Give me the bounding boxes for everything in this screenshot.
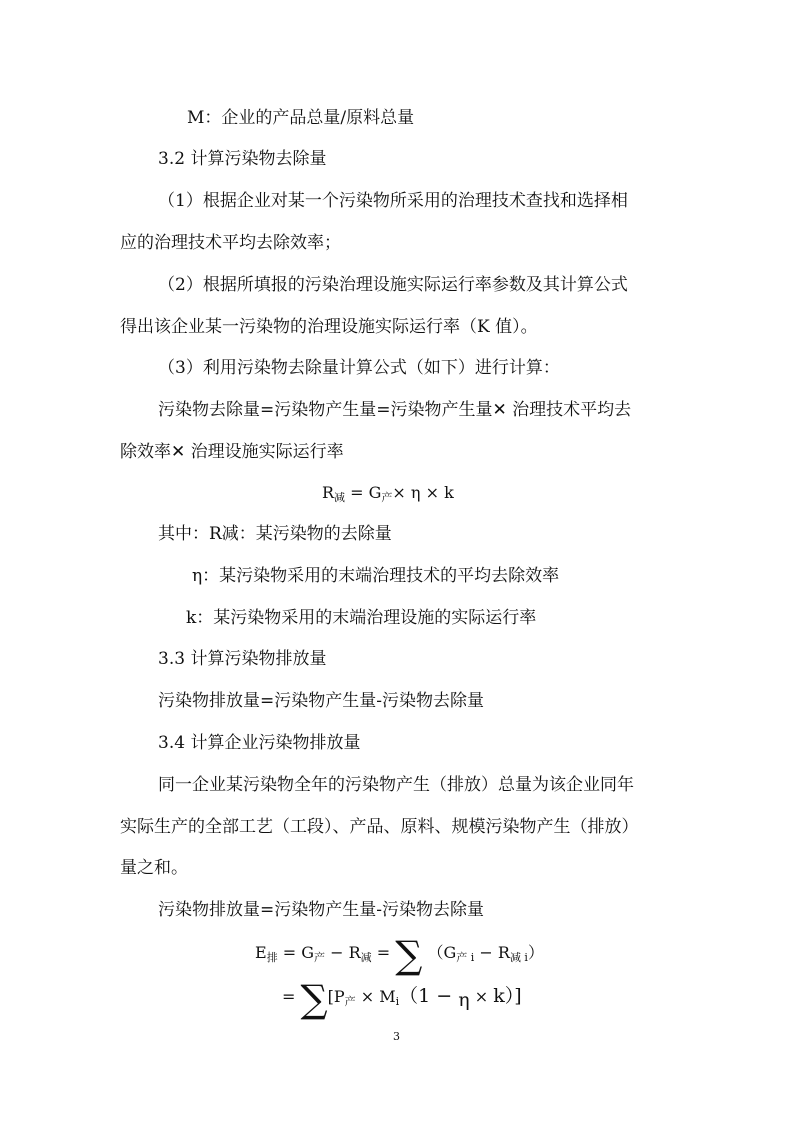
where-r-definition: 其中：R减：某污染物的去除量: [158, 524, 392, 544]
step-2-line-2: 得出该企业某一污染物的治理设施实际运行率（K 值）。: [120, 317, 538, 337]
m-definition: M：企业的产品总量/原料总量: [187, 108, 415, 128]
where-k-definition: k：某污染物采用的末端治理设施的实际运行率: [186, 608, 537, 628]
paragraph-line-3: 量之和。: [120, 858, 188, 878]
emission-formula-line-2: = $\sum[P_产 \times M_i(1 - \eta \times k)]$: [282, 977, 522, 1021]
emission-equation-1: 污染物排放量=污染物产生量-污染物去除量: [158, 691, 484, 711]
emission-formula-line-1: $E_排 = G_产 - R_减$ = ∑ $(G_{产 i} - R_{减 i})$: [255, 933, 544, 977]
step-1-line-2: 应的治理技术平均去除效率；: [120, 233, 341, 253]
step-2-line-1: （2）根据所填报的污染治理设施实际运行率参数及其计算公式: [158, 275, 628, 295]
removal-formula: $R_减 = G_产\times \eta \times k$: [322, 483, 454, 504]
summation-icon: ∑: [300, 977, 328, 1021]
section-heading-3-4: 3.4 计算企业污染物排放量: [158, 733, 361, 753]
step-1-line-1: （1）根据企业对某一个污染物所采用的治理技术查找和选择相: [158, 191, 628, 211]
summation-icon: ∑: [395, 933, 423, 977]
emission-equation-2: 污染物排放量=污染物产生量-污染物去除量: [158, 900, 484, 920]
removal-equation-text-2: 除效率✕ 治理设施实际运行率: [120, 442, 344, 462]
paragraph-line-2: 实际生产的全部工艺（工段）、产品、原料、规模污染物产生（排放）: [120, 817, 639, 837]
page-number: 3: [393, 1030, 400, 1043]
section-heading-3-2: 3.2 计算污染物去除量: [158, 149, 327, 169]
step-3: （3）利用污染物去除量计算公式（如下）进行计算：: [158, 358, 560, 378]
removal-equation-text-1: 污染物去除量=污染物产生量=污染物产生量✕ 治理技术平均去: [158, 400, 632, 420]
paragraph-line-1: 同一企业某污染物全年的污染物产生（排放）总量为该企业同年: [158, 775, 634, 795]
where-eta-definition: η：某污染物采用的末端治理技术的平均去除效率: [192, 566, 560, 586]
section-heading-3-3: 3.3 计算污染物排放量: [158, 649, 327, 669]
